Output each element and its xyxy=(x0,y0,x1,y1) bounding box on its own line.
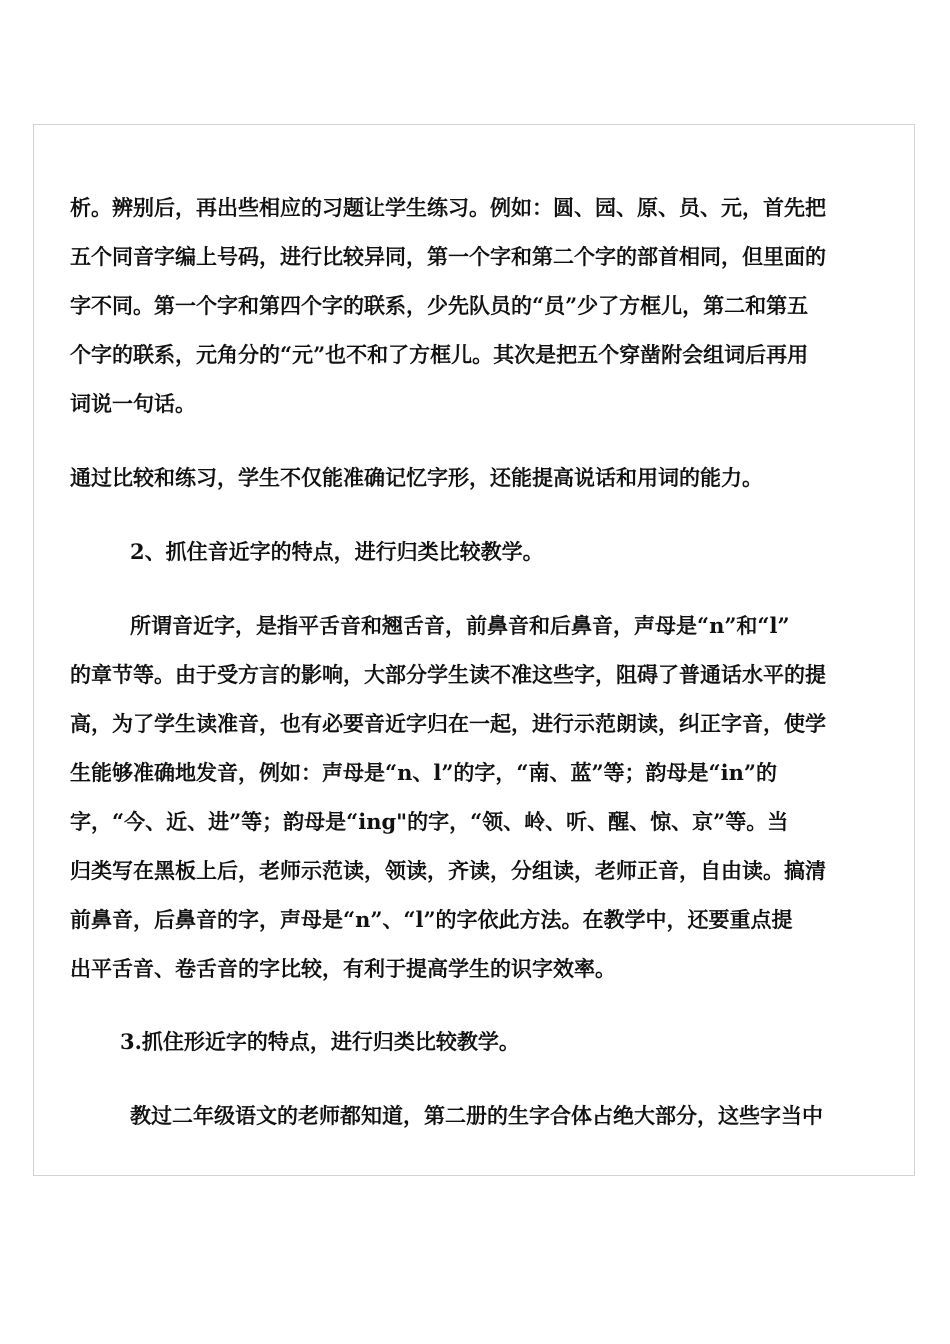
paragraph-3-line-3: 高，为了学生读准音，也有必要音近字归在一起，进行示范朗读，纠正字音，使学 xyxy=(70,711,826,736)
paragraph-3-line-2: 的章节等。由于受方言的影响，大部分学生读不准这些字，阻碍了普通话水平的提 xyxy=(70,662,826,687)
paragraph-4: 教过二年级语文的老师都知道，第二册的生字合体占绝大部分，这些字当中 xyxy=(130,1103,823,1128)
paragraph-3-line-4: 生能够准确地发音，例如：声母是“n、l”的字，“南、蓝”等；韵母是“in”的 xyxy=(70,760,777,785)
paragraph-2: 通过比较和练习，学生不仅能准确记忆字形，还能提高说话和用词的能力。 xyxy=(70,465,763,490)
section-heading-2: 2、抓住音近字的特点，进行归类比较教学。 xyxy=(130,539,544,564)
section-heading-3: 3.抓住形近字的特点，进行归类比较教学。 xyxy=(120,1029,520,1054)
paragraph-1-line-3: 字不同。第一个字和第四个字的联系，少先队员的“员”少了方框儿，第二和第五 xyxy=(70,293,809,318)
paragraph-3-line-1: 所谓音近字，是指平舌音和翘舌音，前鼻音和后鼻音，声母是“n”和“l” xyxy=(130,613,790,638)
paragraph-3-line-8: 出平舌音、卷舌音的字比较，有利于提高学生的识字效率。 xyxy=(70,956,616,981)
page-frame xyxy=(33,124,915,1176)
paragraph-3-line-5: 字，“今、近、进”等；韵母是“ing"的字，“领、岭、听、醒、惊、京”等。当 xyxy=(70,809,789,834)
paragraph-1-line-4: 个字的联系，元角分的“元”也不和了方框儿。其次是把五个穿凿附会组词后再用 xyxy=(70,342,809,367)
paragraph-1-line-5: 词说一句话。 xyxy=(70,391,196,416)
paragraph-1-line-1: 析。辨别后，再出些相应的习题让学生练习。例如：圆、园、原、员、元，首先把 xyxy=(70,195,826,220)
paragraph-1-line-2: 五个同音字编上号码，进行比较异同，第一个字和第二个字的部首相同，但里面的 xyxy=(70,244,826,269)
paragraph-3-line-7: 前鼻音，后鼻音的字，声母是“n”、“l”的字依此方法。在教学中，还要重点提 xyxy=(70,907,793,932)
paragraph-3-line-6: 归类写在黑板上后，老师示范读，领读，齐读，分组读，老师正音，自由读。搞清 xyxy=(70,858,826,883)
